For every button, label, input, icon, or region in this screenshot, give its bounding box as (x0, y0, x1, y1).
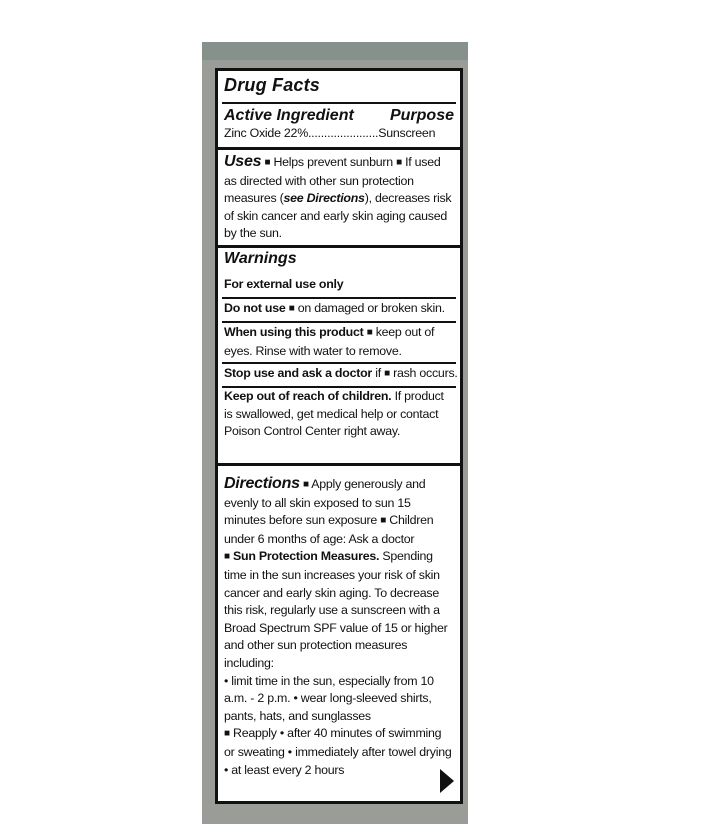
section-divider (218, 147, 460, 150)
do-not-use-text: on damaged or broken skin. (297, 301, 445, 315)
apply-text: Apply generously and evenly to all skin exposed to sun 15 minutes before sun exposure (224, 477, 426, 528)
bullet-square: ■ (396, 157, 402, 168)
active-heading-row (224, 107, 454, 125)
reapply-text: Reapply • after 40 minutes of swimming or sweating • immediately after towel drying • at least every 2 hours (224, 726, 452, 777)
continue-arrow-icon (440, 769, 454, 793)
drug-facts-title: Drug Facts (224, 75, 321, 95)
bullet-square: ■ (288, 303, 295, 314)
bullet-square: ■ (302, 479, 309, 490)
bullet-square: ■ (224, 728, 230, 740)
uses-text-2: If used as directed with other sun protection measures ( (224, 155, 441, 206)
ingredient-row (224, 125, 454, 141)
reapply-line (224, 725, 454, 779)
ingredient-purpose: Sunscreen (378, 126, 436, 140)
stop-use-text: rash occurs. (393, 366, 458, 380)
uses-heading: Uses (224, 153, 262, 170)
do-not-use-line (218, 300, 460, 319)
keep-out-label: Keep out of reach of children. (224, 389, 392, 403)
section-divider (218, 245, 460, 248)
keep-out-section (218, 388, 460, 441)
warnings-heading-section (218, 250, 460, 268)
stop-use-if: if (375, 366, 381, 380)
divider (222, 297, 456, 299)
when-using-text: keep out of eyes. Rinse with water to remove. (224, 325, 435, 358)
when-using-label: When using this product (224, 325, 364, 339)
stop-use-label: Stop use and ask a doctor (224, 366, 372, 380)
bullet-square: ■ (224, 551, 230, 563)
uses-section (218, 153, 460, 243)
bullet-square: ■ (380, 515, 387, 527)
uses-text-1: Helps prevent sunburn (273, 155, 393, 169)
sun-protection-measures (224, 548, 454, 672)
external-use-text: For external use only (224, 277, 344, 291)
divider (222, 102, 456, 104)
stop-use-line (218, 365, 460, 384)
divider (222, 362, 456, 364)
ingredient-name: Zinc Oxide 22% (224, 126, 308, 140)
purpose-heading: Purpose (389, 107, 454, 124)
directions-section (218, 475, 460, 779)
warnings-heading: Warnings (224, 250, 297, 267)
directions-heading: Directions (224, 475, 300, 492)
external-use-line (218, 276, 460, 294)
keep-out-text: If product is swallowed, get medical help or contact Poison Control Center right away. (224, 389, 444, 439)
do-not-use-label: Do not use (224, 301, 286, 315)
uses-text-3: ), decreases risk of skin cancer and early skin aging caused by the sun. (224, 191, 452, 241)
divider (222, 321, 456, 323)
bullet-square: ■ (384, 368, 390, 379)
active-ingredient-heading: Active Ingredient (224, 107, 354, 124)
drug-facts-panel (215, 68, 463, 804)
bullet-square: ■ (264, 157, 271, 168)
spm-label: Sun Protection Measures. (233, 549, 380, 564)
active-ingredient-section (218, 107, 460, 141)
bullet-square: ■ (366, 327, 373, 338)
children-text: Children under 6 months of age: Ask a doctor (224, 513, 434, 546)
section-divider (218, 463, 460, 466)
limit-time: • limit time in the sun, especially from 10 a.m. - 2 p.m. • wear long-sleeved shirts, pants, hats, and sunglasses (224, 673, 434, 723)
spm-text: Spending time in the sun increases your risk of skin cancer and early skin aging. To decrease this risk, regularly use a sunscreen with a Broad Spectrum SPF value of 15 or higher and other sun protection measures including: (224, 549, 448, 670)
directions-apply (224, 475, 454, 548)
carton-top-flap (202, 42, 468, 60)
when-using-section (218, 324, 460, 360)
leader-dots: ...................... (307, 126, 379, 140)
drug-facts-title-section (218, 75, 460, 96)
see-directions: see Directions (283, 191, 365, 206)
